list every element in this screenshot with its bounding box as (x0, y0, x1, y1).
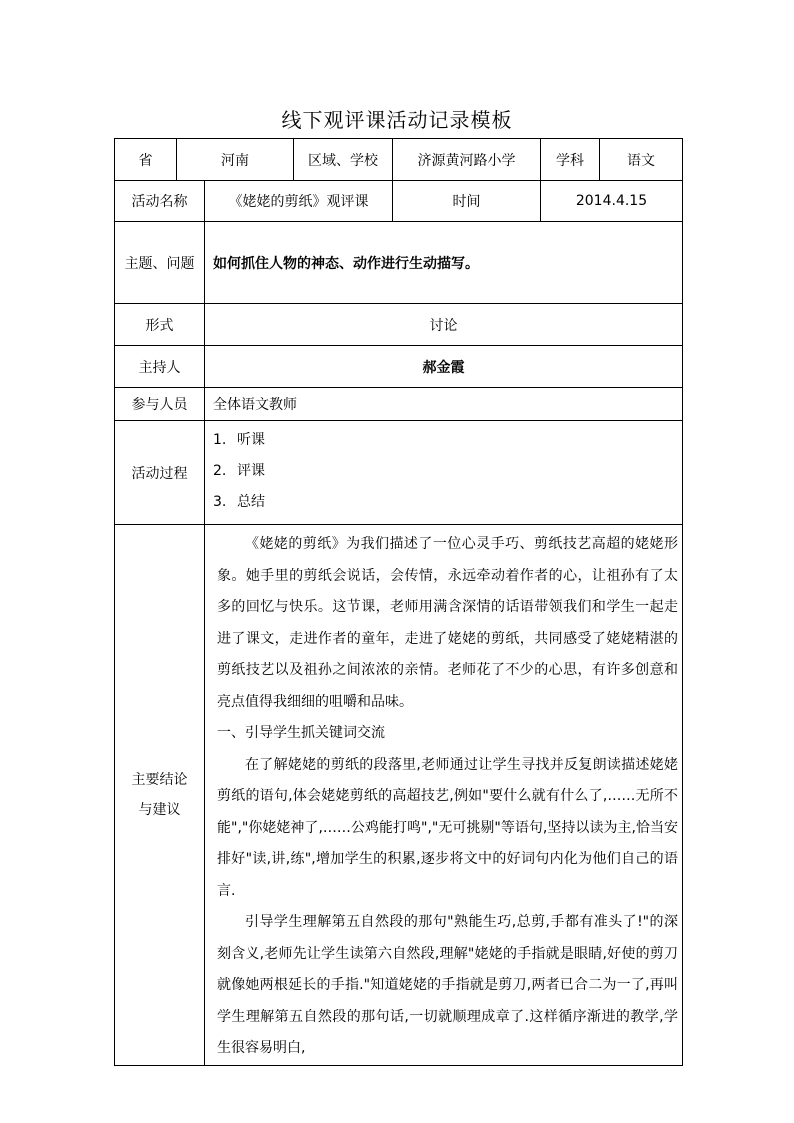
conclusion-heading: 一、引导学生抓关键词交流 (217, 725, 385, 741)
host-label: 主持人 (115, 346, 205, 388)
province-label: 省 (115, 139, 177, 181)
conclusion-paragraph: 《姥姥的剪纸》为我们描述了一位心灵手巧、剪纸技艺高超的姥姥形象。她手里的剪纸会说话，会传情，永远牵动着作者的心，让祖孙有了太多的回忆与快乐。这节课，老师用满含深情的话语带领我们和学生一起走进了课文，走进作者的童年，走进了姥姥的剪纸，共同感受了姥姥精湛的剪纸技艺以及祖孙之间浓浓的亲情。老师花了不少的心思，有许多创意和亮点值得我细细的咀嚼和品味。 (217, 536, 678, 710)
process-step: 2. 评课 (213, 463, 265, 479)
process-label: 活动过程 (115, 421, 205, 525)
time-label: 时间 (393, 181, 541, 222)
row-host (115, 346, 683, 388)
activity-name-label: 活动名称 (115, 181, 205, 222)
row-topic (115, 222, 683, 304)
record-table (114, 138, 683, 1066)
row-process (115, 421, 683, 525)
topic-value: 如何抓住人物的神态、动作进行生动描写。 (205, 222, 683, 304)
process-step: 1. 听课 (213, 432, 265, 448)
time-value: 2014.4.15 (541, 181, 683, 222)
topic-label: 主题、问题 (115, 222, 205, 304)
process-step: 3. 总结 (213, 494, 265, 510)
conclusion-paragraph: 引导学生理解第五自然段的那句"熟能生巧,总剪,手都有准头了!"的深刻含义,老师先让学生读第六自然段,理解"姥姥的手指就是眼睛,好使的剪刀就像她两根延长的手指."知道姥姥的手指就是剪刀,两者已合二为一了,再叫学生理解第五自然段的那句话,一切就顺理成章了.这样循序渐进的教学,学生很容易明白, (217, 914, 678, 1056)
conclusion-body (205, 525, 683, 1066)
row-participants (115, 388, 683, 421)
host-value: 郝金霞 (205, 346, 683, 388)
subject-label: 学科 (541, 139, 600, 181)
conclusion-label: 主要结论 与建议 (115, 525, 205, 1066)
activity-name-value: 《姥姥的剪纸》观评课 (205, 181, 393, 222)
row-activity (115, 181, 683, 222)
area-label: 区域、学校 (294, 139, 393, 181)
process-steps (205, 421, 683, 525)
row-form (115, 304, 683, 346)
area-value: 济源黄河路小学 (393, 139, 541, 181)
subject-value: 语文 (600, 139, 683, 181)
conclusion-paragraph: 在了解姥姥的剪纸的段落里,老师通过让学生寻找并反复朗读描述姥姥剪纸的语句,体会姥姥剪纸的高超技艺,例如"要什么就有什么了,……无所不能","你姥姥神了,……公鸡能打鸣","无可挑剔"等语句,坚持以读为主,恰当安排好"读,讲,练",增加学生的积累,逐步将文中的好词句内化为他们自己的语言. (217, 756, 678, 899)
form-value: 讨论 (205, 304, 683, 346)
row-province (115, 139, 683, 181)
form-label: 形式 (115, 304, 205, 346)
row-conclusion (115, 525, 683, 1066)
participants-label: 参与人员 (115, 388, 205, 421)
participants-value: 全体语文教师 (205, 388, 683, 421)
province-value: 河南 (177, 139, 294, 181)
document-title: 线下观评课活动记录模板 (281, 108, 513, 132)
